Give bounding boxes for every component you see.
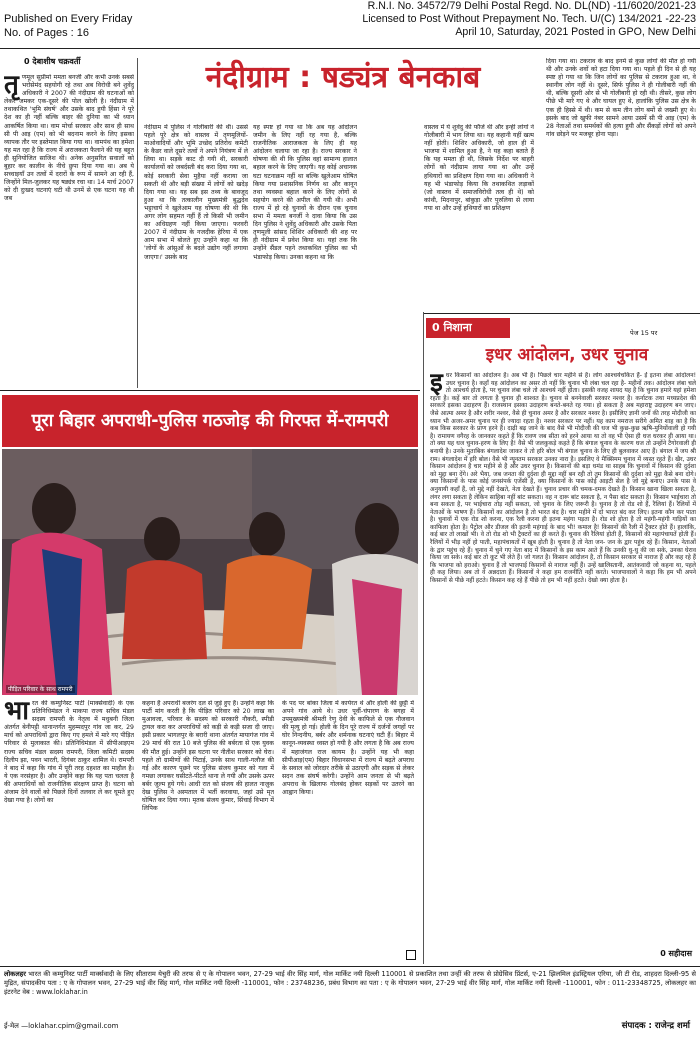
lead-byline: 0 देबाशीष चक्रवर्ती: [24, 57, 81, 66]
family-photo-illustration: [2, 449, 418, 695]
footer-editor: संपादक : राजेन्द्र शर्मा: [621, 1021, 690, 1031]
license-line: Licensed to Post Without Prepayment No. Tech. U/(C) 134/2021 -22-23: [362, 13, 696, 25]
nishana-headline: इधर आंदोलन, उधर चुनाव: [485, 345, 649, 365]
bihar-photo: [2, 449, 418, 695]
nishana-divider: [423, 312, 424, 964]
bihar-dropcap: भा: [4, 700, 30, 726]
nishana-body: [430, 372, 696, 932]
footer-email: ई-मेल —loklahar.cpim@gmail.com: [4, 1022, 119, 1030]
bihar-column-3: के पद पर बांका जिला में कार्यरत थे और होली की छुट्टी में अपने गांव आये थे। उधर पूर्वी-चंपारण के बगहा में उपमुख्यमंत्री श्रीमती रेणु देवी के काफिले से एक नौजवान की मृत्यु हो गई। होली के दिन पूरे राज्य में दर्जनों जगहों पर घोर निन्दनीय, बर्बर और शर्मनाक घटनाएं घटी हैं। बिहार में कानून-व्यवस्था ध्वस्त हो गयी है और लगता है कि अब राज्य में महाजंगल राज कायम है। उन्होंने यह भी कहा सीपीआइ(एम) बिहार विधानसभा में राज्य में बढ़ते अपराध के सवाल को जोरदार तरीके से उठाएगी और सड़क से लेकर सदन तक संघर्ष करेगी। उन्होंने आम जनता से भी बढ़ते अपराध के खिलाफ गोलबंद होकर सड़कों पर उतरने का आह्वान किया।: [282, 700, 414, 797]
nishana-tag: 0 निशाना: [426, 318, 510, 338]
bihar-top-rule: [0, 390, 420, 391]
lead-divider: [137, 58, 138, 388]
bihar-column-2: कहना है अपराधी बजरंग दल से जुड़े हुए हैं। उन्होंने कहा कि पार्टी मांग करती है कि पीड़ित परिवार को 20 लाख का मुआवजा, परिवार के सदस्य को सरकारी नौकरी, स्पीडी ट्रायल करा कर अपराधियों को कड़ी से कड़ी सजा दी जाए। इसी प्रकार भागलपुर के बरारी थाना अंतर्गत मायागंज गांव में 29 मार्च की रात 10 बजे पुलिस की बर्बरता से एक युवक की मौत हुई। उन्होंने इस घटना पर नीतीश सरकार को घेरा। पहले तो ग्रामीणों की पिटाई, उनके साथ गाली-गलौज की गई और कारण पूछने पर पुलिस संजय कुमार को गला में गमछा लगाकर घसीटते-पीटते थाना ले गयी और उसके ऊपर बर्बर जुल्म हुये गये। आधी रात को संजय की हालत नाज़ुक देख पुलिस ने अस्पताल में भर्ती करवाया, जहां उसे मृत घोषित कर दिया गया। मृतक संजय कुमार, सिंचाई विभाग में लिपिक: [142, 700, 274, 813]
lead-headline: नंदीग्राम : षड्यंत्र बेनकाब: [205, 60, 481, 95]
footer-rule: [0, 966, 700, 967]
lead-col1-text: णमूल सुप्रीमो ममता बनर्जी और कभी उनके सबसे भरोसेमंद सहयोगी रहे तथा अब विरोधी बने शुवेंदु अधिकारी ने 2007 की नंदीग्राम की घटनाओं को लेकर जमकर एक-दूसरे की पोल खोली है। नंदीग्राम में तथाकथित 'भूमि संघर्ष' और उसके बाद हुयी हिंसा ने पूरे देश का ही नहीं बल्कि बाहर की दुनिया का भी ध्यान आकर्षित किया था। वाम मोर्चा सरकार और साथ ही साथ सी पी आइ (एम) को भी बदनाम करने के लिए इसका व्यापक तौर पर इस्तेमाल किया गया था। वामपंथ का हमेशा यह मत रहा है कि राज्य में अराजकता फैलाने की यह बहुत ही सुनियोजित साजिश थी। अनेक अनुसरित सवालों को बुहार कर कालीन के नीचे छुपा दिया गया था। अब ये सच्चाइयाँ उन तत्वों में दरारों के रूप में सामने आ रही हैं, जिन्होंने मिल-जुलकर यह षड्यंत्र रचा था। 14 मार्च 2007 को दी दुःखद घटनाएं घटी थी उनमें से एक घटना यह थी जब: [4, 74, 134, 203]
nishana-author: 0 सहीदास: [660, 949, 692, 958]
nishana-text: धर किसानों का आंदोलन है। अब भी है। पिछले चार महीने से है। लोग आश्चर्यचकित हैं- ईं इतना लंबा आंदोलन! उधर चुनाव है। कहाँ यह आंदोलन का असर तो नहीं कि चुनाव भी लंबा चल रहा है- महीनों तक। आंदोलन लंबा चले तो आश्चर्य होता है, पर चुनाव लंबा चले तो आश्चर्य नहीं होता। इसकी वजह शायद यह है कि चुनाव हमारे यहां हमेशा रहता है। कहें बार तो लगता है चुनाव ही शाश्वत है। चुनाव से बननेवाली सरकार नश्वर है। कर्नाटक तथा मध्यप्रदेश की सरकारें इसका उदाहरण हैं। राजस्थान इसका उदाहरण बनते-बनते रह गया। हो सकता है अब महाराष्ट्र उदाहरण बन जाए। जैसे आत्मा अमर है और शरीर नश्वर, वैसे ही चुनाव अमर है और सरकार नश्वर है। इसीलिए ज्ञानी जनों की तरह मोदीजी का ध्यान भी अजर-अमर चुनाव पर ही ज्यादा रहता है। नश्वर सरकार पर नहीं। यह काम नमराज सरीगे अमित शाह का है कि कब किस सरकार के प्राण हरने हैं। दाढ़ी बढ़ जाने के बाद वैसे भी मोदीजी की धज भी कुछ-कुछ ऋषि-मुनियोंवाली हो गयी है। रामायण वगैरह के जानकार कहते हैं कि रावण जब सीता को हरने आया था तो वह भी ऐसा ही धज धरकर ही आया था। तो क्या यह धज चुनाव-हरण के लिए है! वैसे भी जलकुकड़े कहते हैं कि बंगाल चुनाव के कारण धज तो उन्होंने टैगोरवाली ही बनायी है। उनके मुताबिक बंगलादेश जाकर वे तो हरि बोल भी बंगाल चुनाव के लिए ही बुलवाकर आए हैं। बंगाल में जय श्री राम। बंगलादेश में हरि बोल। वैसे भी न्यूनतम सरकार उनका नारा है। इसलिए वे मैक्सिमम चुनाव में व्यस्त रहते हैं। खैर, उधर किसान आंदोलन है चार महीने से है और उधर चुनाव है। किसानों की बड़ा धमंड था साहब कि चुनावों में किसान की दुर्दशा को मुद्दा बना देंगे। अरे भैया, जब जनता की दुर्दशा ही मुद्दा नहीं बन रही तो तुम किसानों की दुर्दशा को मुद्दा कैसे बना दोगे। क्या किसानों के पास कोई जनसंपर्क एजेंसी है, क्या किसानों के पास कोई आइटी सेल है जो मुद्दे बनाए। उनके पास वे अनुयायी कहाँ हैं, जो मुद्दे नहीं देखते, नेता देखते हैं। चुनाव प्रचार की चमक-दमक देखते हैं। किसान खाना खिला सकता है, लंगर लगा सकता है लेकिन साहिबा नहीं बांट सकता। वह न दारू बांट सकता है, न पैसा बांट सकता है। किसान भाईचारा तो बना सकता है, पर भाईचारा तोड़ नहीं सकता, जो चुनाव के लिए जरूरी है। चुनाव है तो रोड शो हैं, रैलियां हैं। रैलियों में नेताओं के भाषण हैं। किसानों का आंदोलन है तो भारत बंद है। चार महीने में दो भारत बंद कर लिए। इतना कौन कर पाता है। चुनावों में एक रोड शो करना, एक रैली करना ही इतना महंगा पड़ता है। रोड शो होता है तो महंगी-महंगी गाड़ियों का काफिला होता है। पैट्रोल और डीजल की इतनी महंगाई के बाद भी! कमाल है! किसानों की रैली में ट्रैक्टर होते हैं। हालांकि, कई बार तो लाखों भी। वे तो रोड शो भी ट्रैक्टरों का ही करते हैं। चुनाव की रैलियां होती हैं, किसानों की महापंचायतें होती हैं। रैलियों में भीड़ नहीं हो पाती, महापंचायतों में खूब होती है। चुनाव है तो नेता जन- जन के द्वार पहुंच रहे हैं। किसान, नेताओं के द्वार पहुंच रहे हैं। चुनाव में चुने गए नेता बाद में किसानों के इस काम आते हैं कि उनकी धु-धु की जा सके, उनका घेराव किया जा सके। कई बार तो कूट भी लेते हैं। जो गलत है। किसान आंदोलन है, तो किसान सरकार से नाराज हैं और कह रहे हैं कि भाजपा को हराओ। चुनाव हैं तो भाजपाई किसानों से नाराज नहीं हैं। उन्हें खालिस्तानी, आतंकवादी जो कहना था, पहले ही कह लिया। अब तो वे अन्नदाता हैं। किसानों ने कहा हम राजनीति नहीं करते। भाजपावालों ने कहा कि हम भी अपने किसानों से पीछे नहीं हटते। किसान कह रहे हैं पीछे तो हम भी नहीं हटते। देखो क्या होता है।: [430, 372, 696, 585]
masthead-right: [226, 0, 696, 39]
registration-line: R.N.I. No. 34572/79 Delhi Postal Regd. No. DL(ND) -11/6020/2021-23: [367, 0, 696, 12]
nishana-top-rule: [424, 313, 700, 314]
lead-column-3: यह स्पष्ट हो गया था कि अब यह आंदोलन जमीन के लिए नहीं रह गया है, बल्कि राजनीतिक आराजकता के लिए ही यह आंदोलन चलाया जा रहा है। राज्य सरकार ने घोषणा की थी कि पुलिस वहां सामान्य हालात बहाल करने के लिए जाएगी। यह कोई अचानक घटा घटनाक्रम नहीं था बल्कि खुलेआम घोषित किया गया प्रशासनिक निर्णय था और कानून तथा व्यवस्था बहाल करने के लिए लोगों से सहयोग करने की अपील की गयी थी। अभी राज्य में हो रहे चुनावों के दौरान एक चुनाव सभा में ममता बनर्जी ने दावा किया कि उस दिन पुलिस ने शुवेंदु अधिकारी और उसके पिता तृणमूली सांसद शिशिर अधिकारी की शह पर ही नंदीग्राम में प्रवेश किया था। यहां तक कि उन्होंने सैंडल पहने तथाकथित पुलिस का भी भंडाफोड़ किया। उनका कहना था कि: [253, 124, 357, 261]
lead-column-5: दिया गया था। टकराव के बाद इनमें से कुछ लोगों की मौत हो गयी थी और उनके शवों को हटा दिया गया था। पहले ही दिन से ही यह स्पष्ट हो गया था कि जिन लोगों का पुलिस से टकराव हुआ था, वे स्थानीय लोग नहीं थे। दूसरे, सिर्फ पुलिस ने ही गोलीबारी नहीं की थी, बल्कि दूसरी ओर से भी गोलीबारी हो रही थी। तीसरे, कुछ लोग पीछे भी मारे गए थे और घायल हुए थे, हालांकि पुलिस उस क्षेत्र के एक ही हिस्से में थी। कम से कम तीन लोग बमों से जख्मी हुए थे। इसके बाद जो खुफी नंबर सामने आया उसमें सी पी आइ (एम) के 28 नेताओं तथा समर्थकों की हत्या हुयी और सैंकड़ों लोगों को अपने गांव छोड़ने पर मजबूर होना पड़ा।: [546, 58, 696, 138]
date-line: April 10, Saturday, 2021 Posted in GPO, New Delhi: [455, 26, 696, 38]
lead-column-1: [4, 74, 134, 386]
masthead-left: [4, 12, 204, 40]
lead-dropcap: तृ: [4, 74, 19, 100]
bihar-column-1: [4, 700, 134, 960]
continued-note: पेज 15 पर: [630, 329, 658, 337]
footer-web: लोकलहर का इंटरनेट वेब : www.loklahar.in: [4, 979, 696, 996]
nishana-dropcap: इ: [430, 372, 443, 398]
footer-imprint: [4, 970, 696, 1010]
publication-frequency: Published on Every Friday: [4, 13, 133, 25]
bihar-headline: पूरा बिहार अपराधी-पुलिस गठजोड़ की गिरफ्त में-रामपरी: [2, 395, 418, 447]
page-count: No. of Pages : 16: [4, 27, 89, 39]
bihar-col1-text: रत की कम्युनिस्ट पार्टी (मार्क्सवादी) के एक प्रतिनिधिमंडल ने माकपा राज्य सचिव मंडल सदस्य रामपरी के नेतृत्व में मधुबनी जिला अंतर्गत बेनीपट्टी थानान्तर्गत मुहम्मदपुर गांव जा कर, 29 मार्च को अपराधियों द्वारा किए गए हमले में मारे गए पीड़ित परिवार से मुलाकात की। प्रतिनिधिमंडल में सीपीआइएम राज्य सचिव मंडल सदस्य रामपरी, जिला कमिटी सदस्य दिलीप झा, पवन भारती, दिगंबर ठाकुर शामिल थे। रामपरी ने बाद में कहा कि गांव में पूरी तरह दहशत का माहौल है। ये एक नरसंहार है। और उन्होंने कहा कि यह पता चलता है की अपराधियों को राजनीतिक संरक्षण प्राप्त है। घटना को अंजाम देने वालों को पिछले दिनों तलवार ले कर घूमते हुए देखा गया है। लोगों का: [4, 700, 134, 805]
masthead-rule: [0, 48, 700, 49]
footer-imprint-text: भारत की कम्युनिस्ट पार्टी मार्क्सवादी के लिए सीताराम येचुरी की तरफ से ए के गोपालन भवन, 27-29 भाई वीर सिंह मार्ग, गोल मार्किट नयी दिल्ली 110001 से प्रकाशित तथा उन्हीं की तरफ से प्रोग्रेसिव प्रिंटर्स, ए-21 झिलमिल इंडस्ट्रियल एरिया, जी टी रोड, शाहदरा दिल्ली-95 से मुद्रित, संपादकीय पता : ए के गोपालन भवन, 27-29 भाई वीर सिंह मार्ग, गोल मार्किट नयी दिल्ली -110001, फोन : 23748236, प्रबंध विभाग का पता : ए के गोपालन भवन, 27-29 भाई वीर सिंह मार्ग, गोल मार्किट नयी दिल्ली -110001, फोन : 011-23348725,: [4, 970, 696, 987]
end-mark: [406, 950, 416, 960]
footer-brand: लोकलहर: [4, 970, 26, 978]
lead-column-2: नंदीग्राम में पुलिस ने गोलीबारी की थी। उससे पहले पूरे क्षेत्र को वास्तव में तृणमूलियों-माओवादियों और भूमि उच्छेद प्रतिरोध कमेटी के कैडर वाले दूसरे तत्वों ने अपने नियंत्रण में ले लिया था। सड़कें काट दी गयी थी, सरकारी कार्यालयों को जबर्दस्ती बंद करा दिया गया था, कोई सरकारी सेवा मुहैया नहीं कराया जा सकती थी और बड़ी संख्या में लोगों को खदेड़ दिया गया था। यह सब इस तथ्य के बावजूद हुआ था कि तत्कालीन मुख्यमंत्री बुद्धदेव भट्टाचार्य ने खुलेआम यह घोषणा की थी कि अगर लोग सहमत नहीं हैं तो किसी भी जमीन का अधिग्रहण नहीं किया जाएगा। फरवरी 2007 में नंदीग्राम के नजदीक हेरिया में एक आम सभा में बोलते हुए उन्होंने कहा था कि 'लोगों के आंसुओं के बदले उद्योग नहीं लगाया जाएगा।' उसके बाद: [144, 124, 248, 261]
photo-caption: पीड़ित परिवार के साथ रामपरी: [8, 686, 73, 693]
lead-column-4: वास्तव में ये शुवेंदु की फौजें थी और इन्हीं लोगों ने गोलीबारी में भाग लिया था। यह कहानी यहीं खत्म नहीं होती। शिशिर अधिकारी, जो हाल ही में भाजपा में शामिल हुआ है, ने यह कहा बताते हैं कि यह ममता ही थी, जिसके निर्देश पर बाहरी लोगों को नंदीग्राम लाया गया था और उन्हें हथियारों का प्रशिक्षण दिया गया था। अधिकारी ने यह भी भंडाफोड़ किया कि तथाकथित लड़ाकों (जो वास्तव में समाजविरोधी तत्व ही थे) को कांथी, मिदनापुर, बांकुड़ा और पुरुलिया से लाया गया था और उन्हें हथियारों का प्रशिक्षण: [424, 124, 534, 212]
